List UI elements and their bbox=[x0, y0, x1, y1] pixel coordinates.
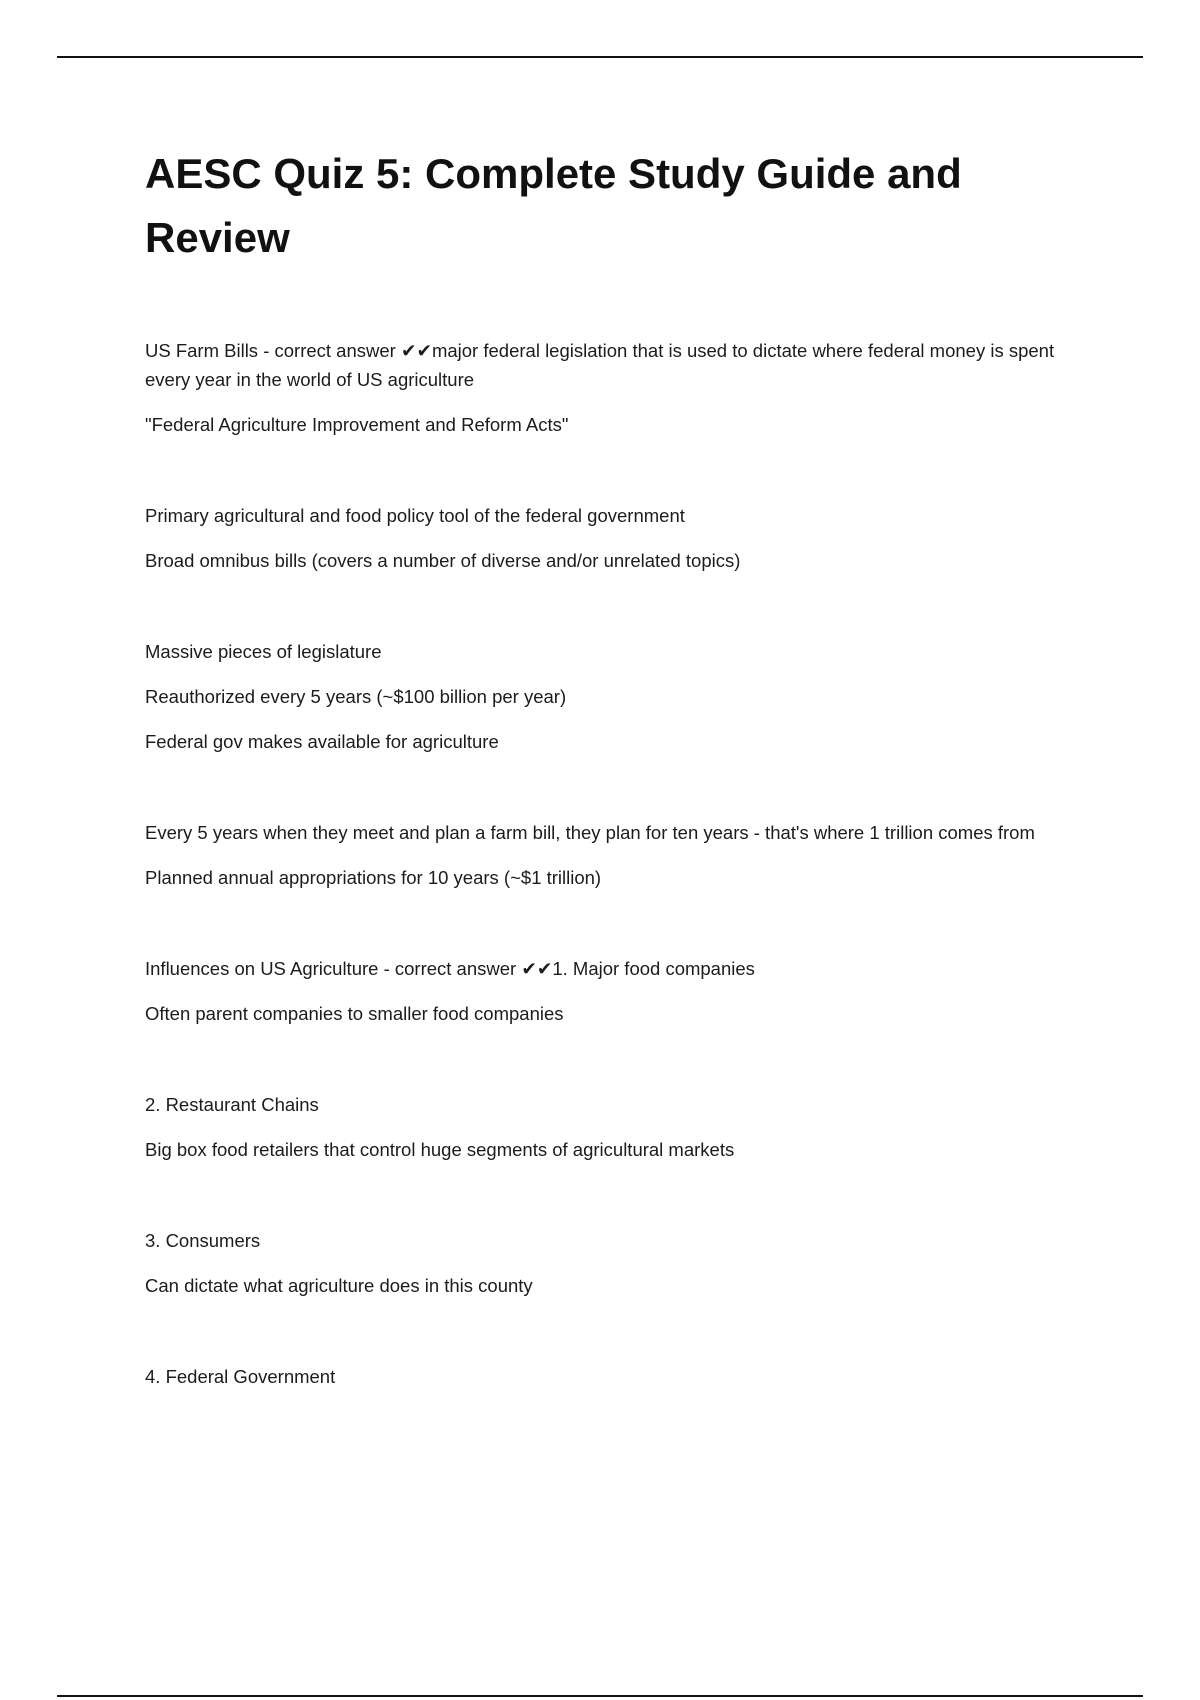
paragraph-group bbox=[145, 1226, 1095, 1300]
document-body bbox=[145, 142, 1095, 1407]
paragraph-group bbox=[145, 1090, 1095, 1164]
paragraph: Broad omnibus bills (covers a number of diverse and/or unrelated topics) bbox=[145, 550, 741, 571]
paragraph-spacer bbox=[145, 908, 1095, 954]
paragraph-spacer bbox=[145, 455, 1095, 501]
paragraph: Primary agricultural and food policy tool of the federal government bbox=[145, 505, 685, 526]
paragraph: Planned annual appropriations for 10 years (~$1 trillion) bbox=[145, 867, 602, 888]
paragraph: Federal gov makes available for agriculture bbox=[145, 731, 499, 752]
paragraph-spacer bbox=[145, 772, 1095, 818]
paragraph: 3. Consumers bbox=[145, 1230, 261, 1251]
paragraph: Influences on US Agriculture - correct answer ✔✔1. Major food companies bbox=[145, 958, 755, 979]
paragraph: Massive pieces of legislature bbox=[145, 641, 382, 662]
paragraph-group bbox=[145, 1362, 1095, 1391]
paragraph: "Federal Agriculture Improvement and Reform Acts" bbox=[145, 414, 569, 435]
paragraph-spacer bbox=[145, 1316, 1095, 1362]
paragraph: Reauthorized every 5 years (~$100 billion per year) bbox=[145, 686, 567, 707]
footer-rule bbox=[57, 1695, 1143, 1697]
paragraph-group bbox=[145, 637, 1095, 756]
paragraph: Every 5 years when they meet and plan a farm bill, they plan for ten years - that's where 1 trillion comes from bbox=[145, 822, 1035, 843]
paragraph: Can dictate what agriculture does in this county bbox=[145, 1275, 533, 1296]
document-title: AESC Quiz 5: Complete Study Guide and Review bbox=[145, 150, 962, 261]
paragraph: Often parent companies to smaller food companies bbox=[145, 1003, 564, 1024]
paragraph: 4. Federal Government bbox=[145, 1366, 336, 1387]
paragraph-spacer bbox=[145, 1180, 1095, 1226]
paragraph-spacer bbox=[145, 1044, 1095, 1090]
paragraph-spacer bbox=[145, 591, 1095, 637]
paragraph: US Farm Bills - correct answer ✔✔major federal legislation that is used to dictate where federal money is spent every year in the world of US agriculture bbox=[145, 340, 1055, 390]
header-rule bbox=[57, 56, 1143, 58]
paragraph: Big box food retailers that control huge segments of agricultural markets bbox=[145, 1139, 735, 1160]
paragraph-group bbox=[145, 818, 1095, 892]
paragraph-group bbox=[145, 501, 1095, 575]
paragraph-group bbox=[145, 336, 1095, 439]
paragraph-group bbox=[145, 954, 1095, 1028]
paragraph: 2. Restaurant Chains bbox=[145, 1094, 319, 1115]
